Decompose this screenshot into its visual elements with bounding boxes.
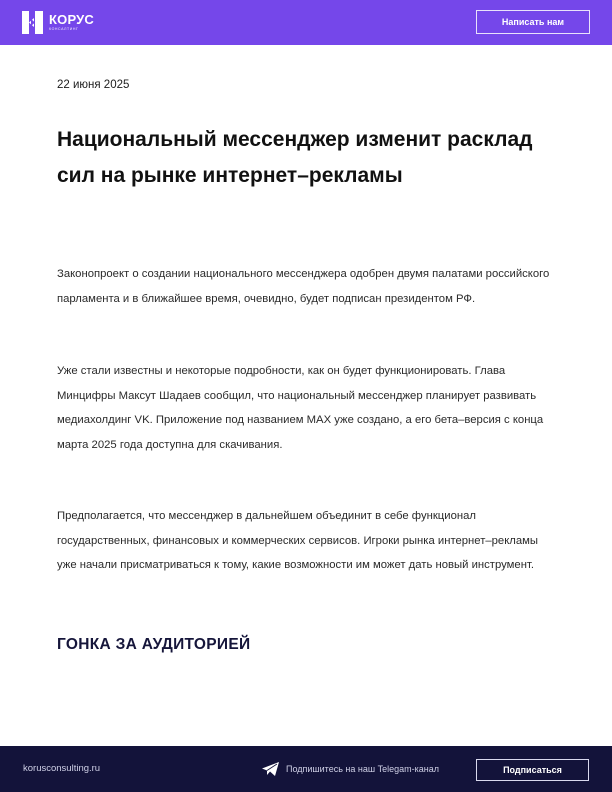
article-paragraph-1: Законопроект о создании национального мессенджера одобрен двумя палатами российского парламента и в ближайшее время, очевидно, будет подписан президентом РФ.: [57, 268, 550, 305]
telegram-paper-plane-icon: [262, 762, 279, 776]
logo-wordmark: КОРУС: [49, 12, 95, 27]
subscribe-button[interactable]: Подписаться: [476, 759, 589, 781]
korus-logo-icon: [22, 11, 44, 34]
site-link[interactable]: korusconsulting.ru: [23, 763, 101, 774]
article-title: Национальный мессенджер изменит расклад сил на рынке интернет–рекламы: [57, 128, 533, 187]
article-date: 22 июня 2025: [57, 79, 130, 91]
telegram-subscribe-text: Подпишитесь на наш Telegam-канал: [286, 764, 439, 774]
article-paragraph-2: Уже стали известны и некоторые подробности, как он будет функционировать. Глава Минцифры Максут Шадаев сообщил, что национальный мессенджер планирует развивать медиахолдинг VK. Приложение под названием MAX уже создано, а его бета–версия с конца марта 2025 года доступна для скачивания.: [57, 365, 544, 451]
section-heading: ГОНКА ЗА АУДИТОРИЕЙ: [57, 636, 251, 653]
telegram-promo: [262, 762, 439, 776]
korus-logo[interactable]: [22, 11, 94, 34]
footer-bar: [0, 746, 612, 792]
article-paragraph-3: Предполагается, что мессенджер в дальнейшем объединит в себе функционал государственных, финансовых и коммерческих сервисов. Игроки рынка интернет–рекламы уже начали присматриваться к тому, какие возможности им может дать новый инструмент.: [57, 510, 539, 571]
header-bar: [0, 0, 612, 45]
write-to-us-button[interactable]: Написать нам: [476, 10, 590, 34]
logo-subtext: КОНСАЛТИНГ: [49, 27, 79, 31]
